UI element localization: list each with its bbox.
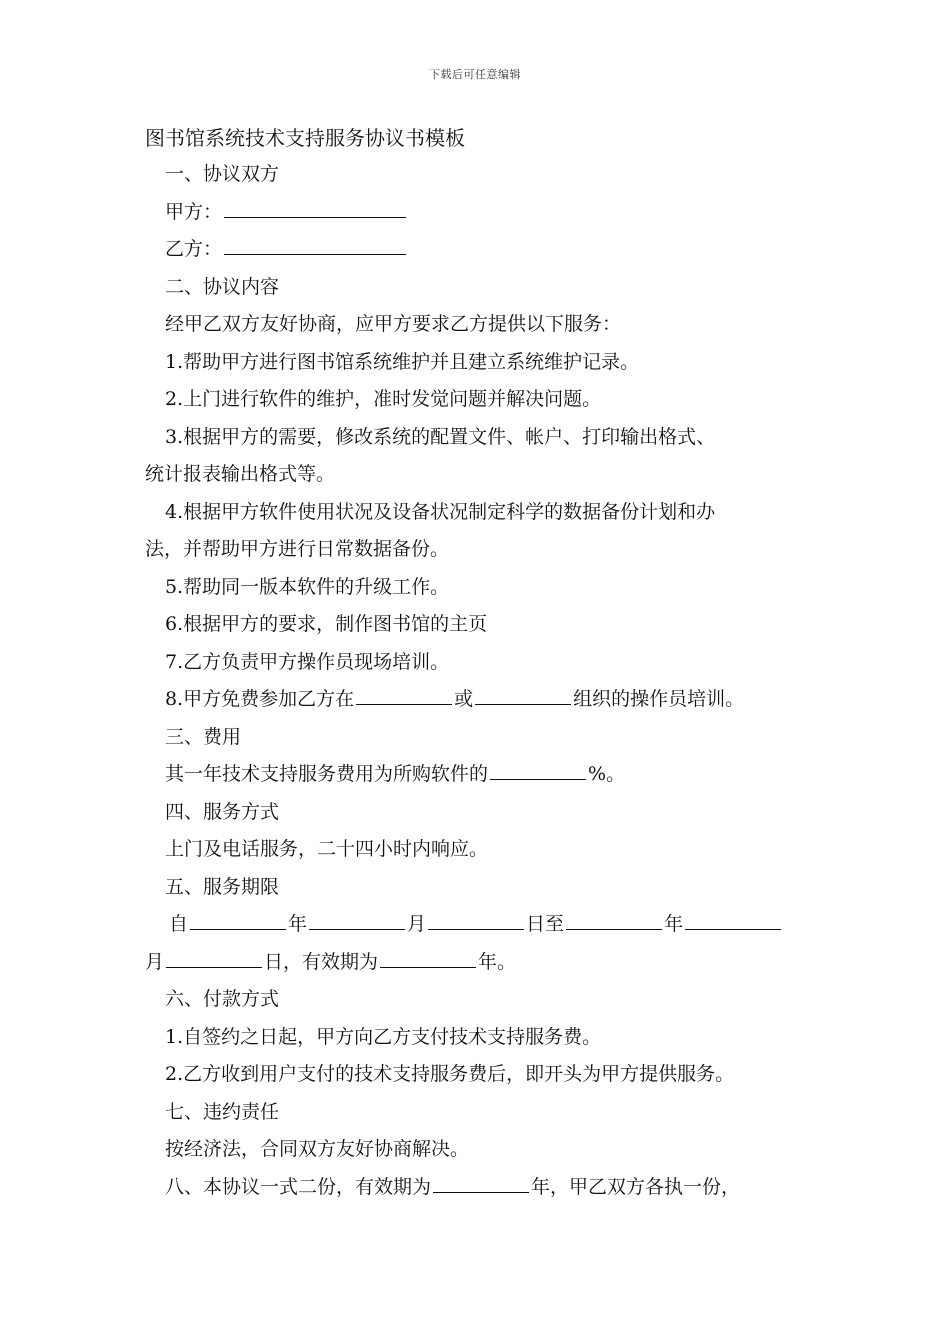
- party-a-label: 甲方：: [165, 200, 223, 223]
- section-8-line: [145, 1169, 835, 1207]
- term-day2-blank: [166, 947, 262, 968]
- payment-item-1: 1.自签约之日起，甲方向乙方支付技术支持服务费。: [165, 1025, 602, 1048]
- service-item-1: 1.帮助甲方进行图书馆系统维护并且建立系统维护记录。: [165, 350, 640, 373]
- item-8-text-3: 组织的操作员培训。: [573, 688, 745, 710]
- term-year3: 年。: [478, 950, 517, 973]
- section-2-intro: 经甲乙双方友好协商，应甲方要求乙方提供以下服务：: [165, 313, 622, 335]
- item-8-blank-1: [356, 684, 452, 705]
- item-8-text-2: 或: [454, 688, 474, 710]
- section-2-heading: 二、协议内容: [165, 275, 280, 298]
- term-year: 年: [288, 913, 308, 935]
- term-month2-blank: [685, 909, 781, 930]
- section-8-text-2: 年，甲乙双方各执一份，: [531, 1175, 741, 1198]
- term-day-blank: [428, 909, 524, 930]
- service-item-7: 7.乙方负责甲方操作员现场培训。: [165, 650, 450, 673]
- item-8-text-1: 8.甲方免费参加乙方在: [165, 688, 355, 710]
- party-a-blank: [224, 197, 406, 218]
- service-item-5: 5.帮助同一版本软件的升级工作。: [165, 575, 450, 598]
- term-from: 自: [169, 913, 189, 935]
- section-5-heading: 五、服务期限: [165, 875, 280, 898]
- term-month-blank: [309, 909, 405, 930]
- payment-item-2: 2.乙方收到用户支付的技术支持服务费后，即开头为甲方提供服务。: [165, 1063, 735, 1085]
- term-day-to: 日至: [526, 913, 565, 935]
- section-3-heading: 三、费用: [165, 725, 242, 748]
- party-b-blank: [224, 234, 406, 255]
- service-item-8: [145, 681, 835, 719]
- service-item-4b: 法，并帮助甲方进行日常数据备份。: [145, 538, 450, 560]
- party-a-line: [145, 194, 835, 232]
- document-body: [145, 120, 835, 1206]
- service-item-4a: 4.根据甲方软件使用状况及设备状况制定科学的数据备份计划和办: [165, 500, 716, 523]
- service-item-3a: 3.根据甲方的需要，修改系统的配置文件、帐户、打印输出格式、: [165, 425, 716, 448]
- section-4-text: 上门及电话服务，二十四小时内响应。: [165, 838, 489, 860]
- term-line-1: [145, 906, 835, 944]
- fee-text-1: 其一年技术支持服务费用为所购软件的: [165, 763, 489, 785]
- party-b-line: [145, 231, 835, 269]
- fee-percent-blank: [490, 759, 586, 780]
- section-7-text: 按经济法，合同双方友好协商解决。: [165, 1138, 470, 1160]
- term-year2-blank: [566, 909, 662, 930]
- header-note: 下载后可任意编辑: [429, 68, 521, 81]
- party-b-label: 乙方：: [165, 238, 223, 260]
- term-month: 月: [407, 913, 427, 935]
- term-day-valid: 日，有效期为: [264, 950, 379, 973]
- service-item-2: 2.上门进行软件的维护，准时发觉问题并解决问题。: [165, 388, 602, 410]
- section-1-heading: 一、协议双方: [165, 163, 280, 185]
- fee-text-2: %。: [588, 763, 626, 785]
- term-line-2: [145, 944, 835, 982]
- item-8-blank-2: [475, 684, 571, 705]
- section-8-text-1: 八、本协议一式二份，有效期为: [165, 1175, 432, 1198]
- section-8-years-blank: [433, 1172, 529, 1193]
- section-4-heading: 四、服务方式: [165, 800, 280, 823]
- term-month2: 月: [145, 950, 165, 973]
- term-year-blank: [190, 909, 286, 930]
- document-title: 图书馆系统技术支持服务协议书模板: [145, 126, 465, 150]
- term-valid-years-blank: [380, 947, 476, 968]
- section-7-heading: 七、违约责任: [165, 1100, 280, 1123]
- service-item-3b: 统计报表输出格式等。: [145, 463, 336, 485]
- section-6-heading: 六、付款方式: [165, 988, 280, 1010]
- term-year2: 年: [664, 913, 684, 935]
- section-3-text: [145, 756, 835, 794]
- service-item-6: 6.根据甲方的要求，制作图书馆的主页: [165, 613, 488, 635]
